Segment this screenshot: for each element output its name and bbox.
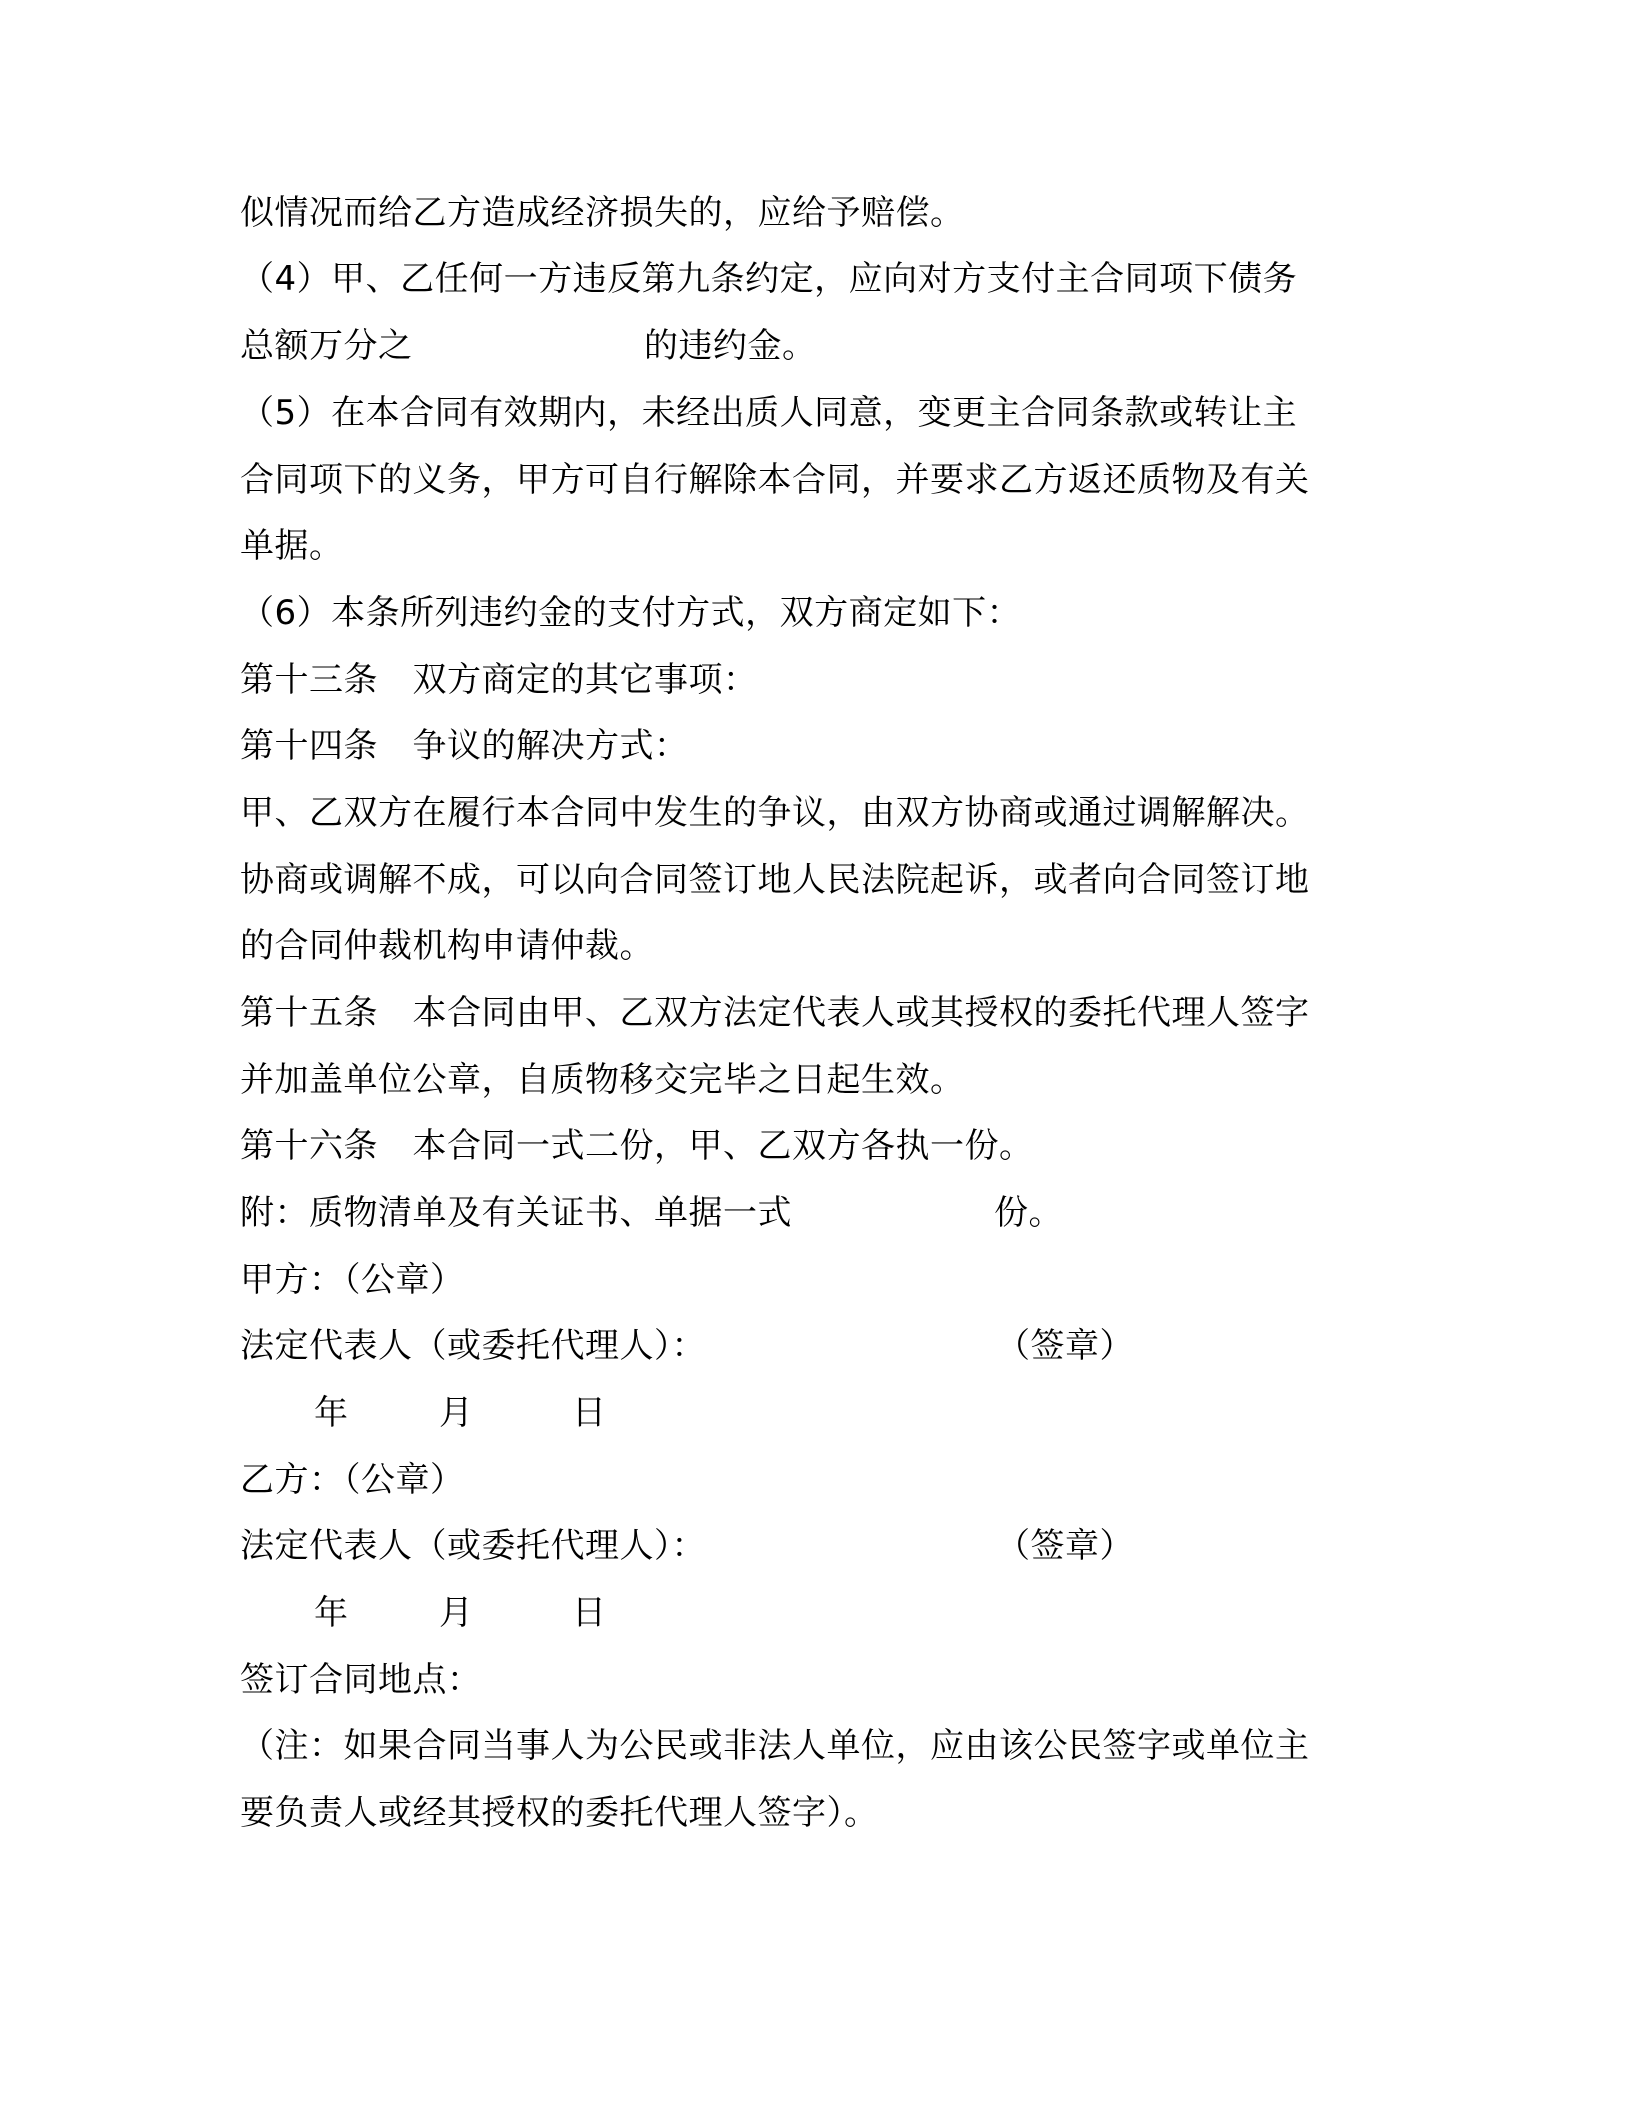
text-line	[240, 650, 758, 710]
text-segment: 并加盖单位公章，自质物移交完毕之日起生效。	[240, 1060, 965, 1100]
text-line	[240, 1316, 1390, 1376]
text-segment: 附：质物清单及有关证书、单据一式	[240, 1193, 792, 1233]
text-segment: 单据。	[240, 526, 344, 566]
text-line	[240, 1050, 965, 1110]
text-segment: 合同项下的义务，甲方可自行解除本合同，并要求乙方返还质物及有关	[240, 460, 1310, 500]
text-segment: 总额万分之	[240, 326, 413, 366]
text-line	[240, 450, 1310, 510]
text-segment: 甲方：（公章）	[240, 1260, 465, 1300]
text-segment: （5）在本合同有效期内，未经出质人同意，变更主合同条款或转让主	[240, 393, 1298, 433]
text-segment: 月	[439, 1393, 474, 1433]
date-line	[240, 1383, 1390, 1443]
text-segment: （注：如果合同当事人为公民或非法人单位，应由该公民签字或单位主	[240, 1726, 1310, 1766]
text-line	[240, 1783, 879, 1843]
text-segment: 月	[439, 1593, 474, 1633]
text-segment: 日	[572, 1593, 607, 1633]
text-segment: 乙方：（公章）	[240, 1460, 465, 1500]
date-line	[240, 1583, 1390, 1643]
text-line	[240, 249, 1297, 309]
text-segment: 日	[572, 1393, 607, 1433]
text-segment: 年	[314, 1393, 349, 1433]
text-segment: （签章）	[996, 1326, 1134, 1366]
text-segment: 年	[314, 1593, 349, 1633]
text-segment: 甲、乙双方在履行本合同中发生的争议，由双方协商或通过调解解决。	[240, 793, 1310, 833]
text-segment: （4）甲、乙任何一方违反第九条约定，应向对方支付主合同项下债务	[240, 259, 1298, 299]
text-segment: 法定代表人（或委托代理人）：	[240, 1326, 706, 1366]
text-line	[240, 516, 344, 576]
text-line	[240, 716, 689, 776]
text-line	[240, 916, 654, 976]
text-line	[240, 1250, 465, 1310]
text-line	[240, 983, 1310, 1043]
text-line	[240, 1516, 1390, 1576]
text-segment: 的合同仲裁机构申请仲裁。	[240, 926, 654, 966]
text-line	[240, 1450, 465, 1510]
text-line	[240, 1183, 1390, 1243]
text-line	[240, 783, 1310, 843]
text-segment: 似情况而给乙方造成经济损失的，应给予赔偿。	[240, 193, 965, 233]
text-line	[240, 183, 965, 243]
text-line	[240, 1116, 1034, 1176]
text-segment: 第十六条 本合同一式二份，甲、乙双方各执一份。	[240, 1126, 1034, 1166]
text-line	[240, 1716, 1310, 1776]
text-segment: （6）本条所列违约金的支付方式，双方商定如下：	[240, 593, 1022, 633]
text-line	[240, 1650, 482, 1710]
text-segment: 的违约金。	[644, 326, 817, 366]
text-segment: 第十四条 争议的解决方式：	[240, 726, 689, 766]
text-line	[240, 583, 1021, 643]
text-line	[240, 316, 1390, 376]
text-segment: 签订合同地点：	[240, 1660, 482, 1700]
text-segment: 份。	[994, 1193, 1063, 1233]
text-segment: 第十三条 双方商定的其它事项：	[240, 660, 758, 700]
text-segment: （签章）	[996, 1526, 1134, 1566]
text-line	[240, 383, 1297, 443]
text-segment: 要负责人或经其授权的委托代理人签字）。	[240, 1793, 879, 1833]
text-segment: 法定代表人（或委托代理人）：	[240, 1526, 706, 1566]
text-segment: 第十五条 本合同由甲、乙双方法定代表人或其授权的委托代理人签字	[240, 993, 1310, 1033]
text-segment: 协商或调解不成，可以向合同签订地人民法院起诉，或者向合同签订地	[240, 860, 1310, 900]
text-line	[240, 850, 1310, 910]
